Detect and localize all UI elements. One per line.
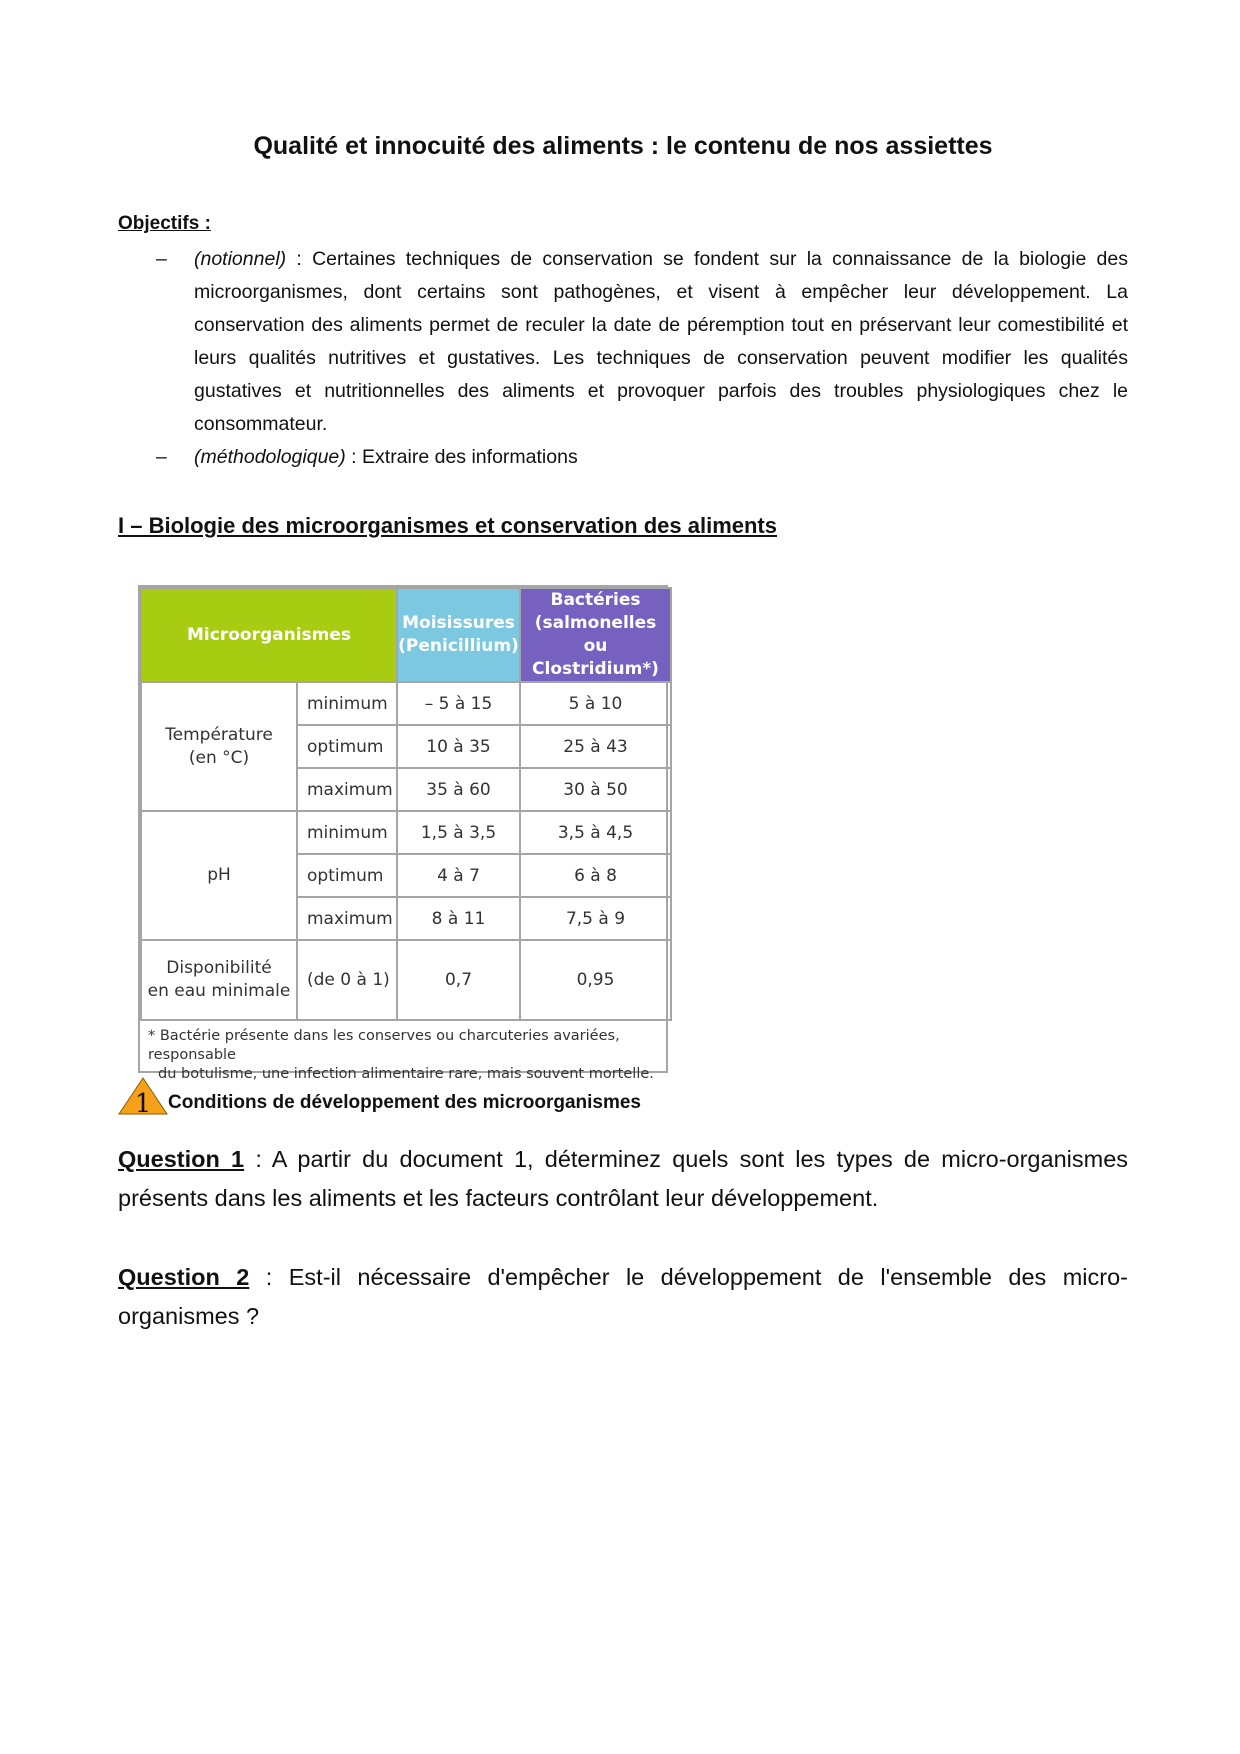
cell-bacteries: 5 à 10 (520, 682, 671, 725)
table-row (141, 682, 671, 725)
objectif-tag: (méthodologique) (194, 446, 346, 468)
header-line: ou Clostridium*) (532, 636, 659, 679)
cell-bacteries: 3,5 à 4,5 (520, 811, 671, 854)
header-line: (Penicillium) (398, 636, 519, 656)
cell-bacteries: 6 à 8 (520, 854, 671, 897)
cell-bacteries: 30 à 50 (520, 768, 671, 811)
cell-moisissures: 0,7 (397, 940, 520, 1020)
objectif-text: : Extraire des informations (345, 446, 578, 468)
page-title: Qualité et innocuité des aliments : le contenu de nos assiettes (253, 132, 993, 160)
question-label: Question 1 (118, 1146, 245, 1172)
footnote-line: du botulisme, une infection alimentaire rare, mais souvent mortelle. (158, 1066, 654, 1082)
row-head-line: (en °C) (188, 747, 250, 768)
cell-moisissures: 8 à 11 (397, 897, 520, 940)
document-number: 1 (134, 1089, 152, 1115)
document-number-badge (118, 1077, 168, 1115)
cell-bacteries: 0,95 (520, 940, 671, 1020)
objectif-text: : Certaines techniques de conservation se fondent sur la connaissance de la biologie des microorganismes, dont certains sont pathogènes, et visent à empêcher leur développement. La conservation des aliments permet de reculer la date de péremption tout en préservant leur comestibilité et leurs qualités nutritives et gustatives. Les techniques de conservation peuvent modifier les qualités gustatives et nutritionnelles des aliments et provoquer parfois des troubles physiologiques chez le consommateur. (194, 248, 1128, 435)
row-head-ph: pH (141, 811, 297, 940)
header-line: Bactéries (550, 590, 641, 610)
row-head-line: en eau minimale (147, 981, 291, 1001)
document-1-figure (138, 585, 668, 1082)
header-line: Moisissures (402, 613, 515, 633)
question-label: Question 2 (118, 1264, 250, 1290)
cell-bacteries: 7,5 à 9 (520, 897, 671, 940)
list-dash: – (156, 248, 167, 270)
microorganisms-table (140, 587, 672, 1021)
header-bacteries (520, 588, 671, 682)
table-header-row (141, 588, 671, 682)
question-2 (118, 1258, 1128, 1336)
header-moisissures (397, 588, 520, 682)
figure-caption (118, 1075, 641, 1115)
cell-sub: optimum (297, 725, 397, 768)
cell-sub: (de 0 à 1) (297, 940, 397, 1020)
cell-sub: minimum (297, 682, 397, 725)
table-row (141, 940, 671, 1020)
cell-moisissures: 1,5 à 3,5 (397, 811, 520, 854)
cell-moisissures: 10 à 35 (397, 725, 520, 768)
objectif-notionnel (118, 243, 1128, 441)
cell-sub: maximum (297, 897, 397, 940)
row-head-line: Température (165, 724, 273, 745)
question-text: : A partir du document 1, déterminez quels sont les types de micro-organismes présents dans les aliments et les facteurs contrôlant leur développement. (118, 1146, 1129, 1211)
objectifs-heading: Objectifs : (118, 213, 211, 234)
objectifs-list (118, 243, 1128, 474)
cell-sub: optimum (297, 854, 397, 897)
question-text: : Est-il nécessaire d'empêcher le développement de l'ensemble des micro-organismes ? (118, 1264, 1128, 1329)
cell-sub: maximum (297, 768, 397, 811)
cell-bacteries: 25 à 43 (520, 725, 671, 768)
objectif-tag: (notionnel) (194, 248, 287, 270)
row-head-line: Disponibilité (166, 958, 272, 978)
section-heading: I – Biologie des microorganismes et conservation des aliments (118, 513, 777, 538)
row-head-eau (141, 940, 297, 1020)
row-head-temperature (141, 682, 297, 811)
cell-moisissures: 4 à 7 (397, 854, 520, 897)
cell-moisissures: – 5 à 15 (397, 682, 520, 725)
footnote-line: * Bactérie présente dans les conserves ou charcuteries avariées, responsable (148, 1028, 620, 1063)
header-microorganismes: Microorganismes (141, 588, 397, 682)
cell-moisissures: 35 à 60 (397, 768, 520, 811)
caption-text: Conditions de développement des microorganismes (168, 1092, 641, 1113)
list-dash: – (156, 446, 167, 468)
objectif-methodologique (118, 441, 1128, 474)
question-1 (118, 1140, 1128, 1218)
cell-sub: minimum (297, 811, 397, 854)
header-line: (salmonelles (534, 613, 657, 633)
table-row (141, 811, 671, 854)
triangle-icon (118, 1077, 168, 1115)
